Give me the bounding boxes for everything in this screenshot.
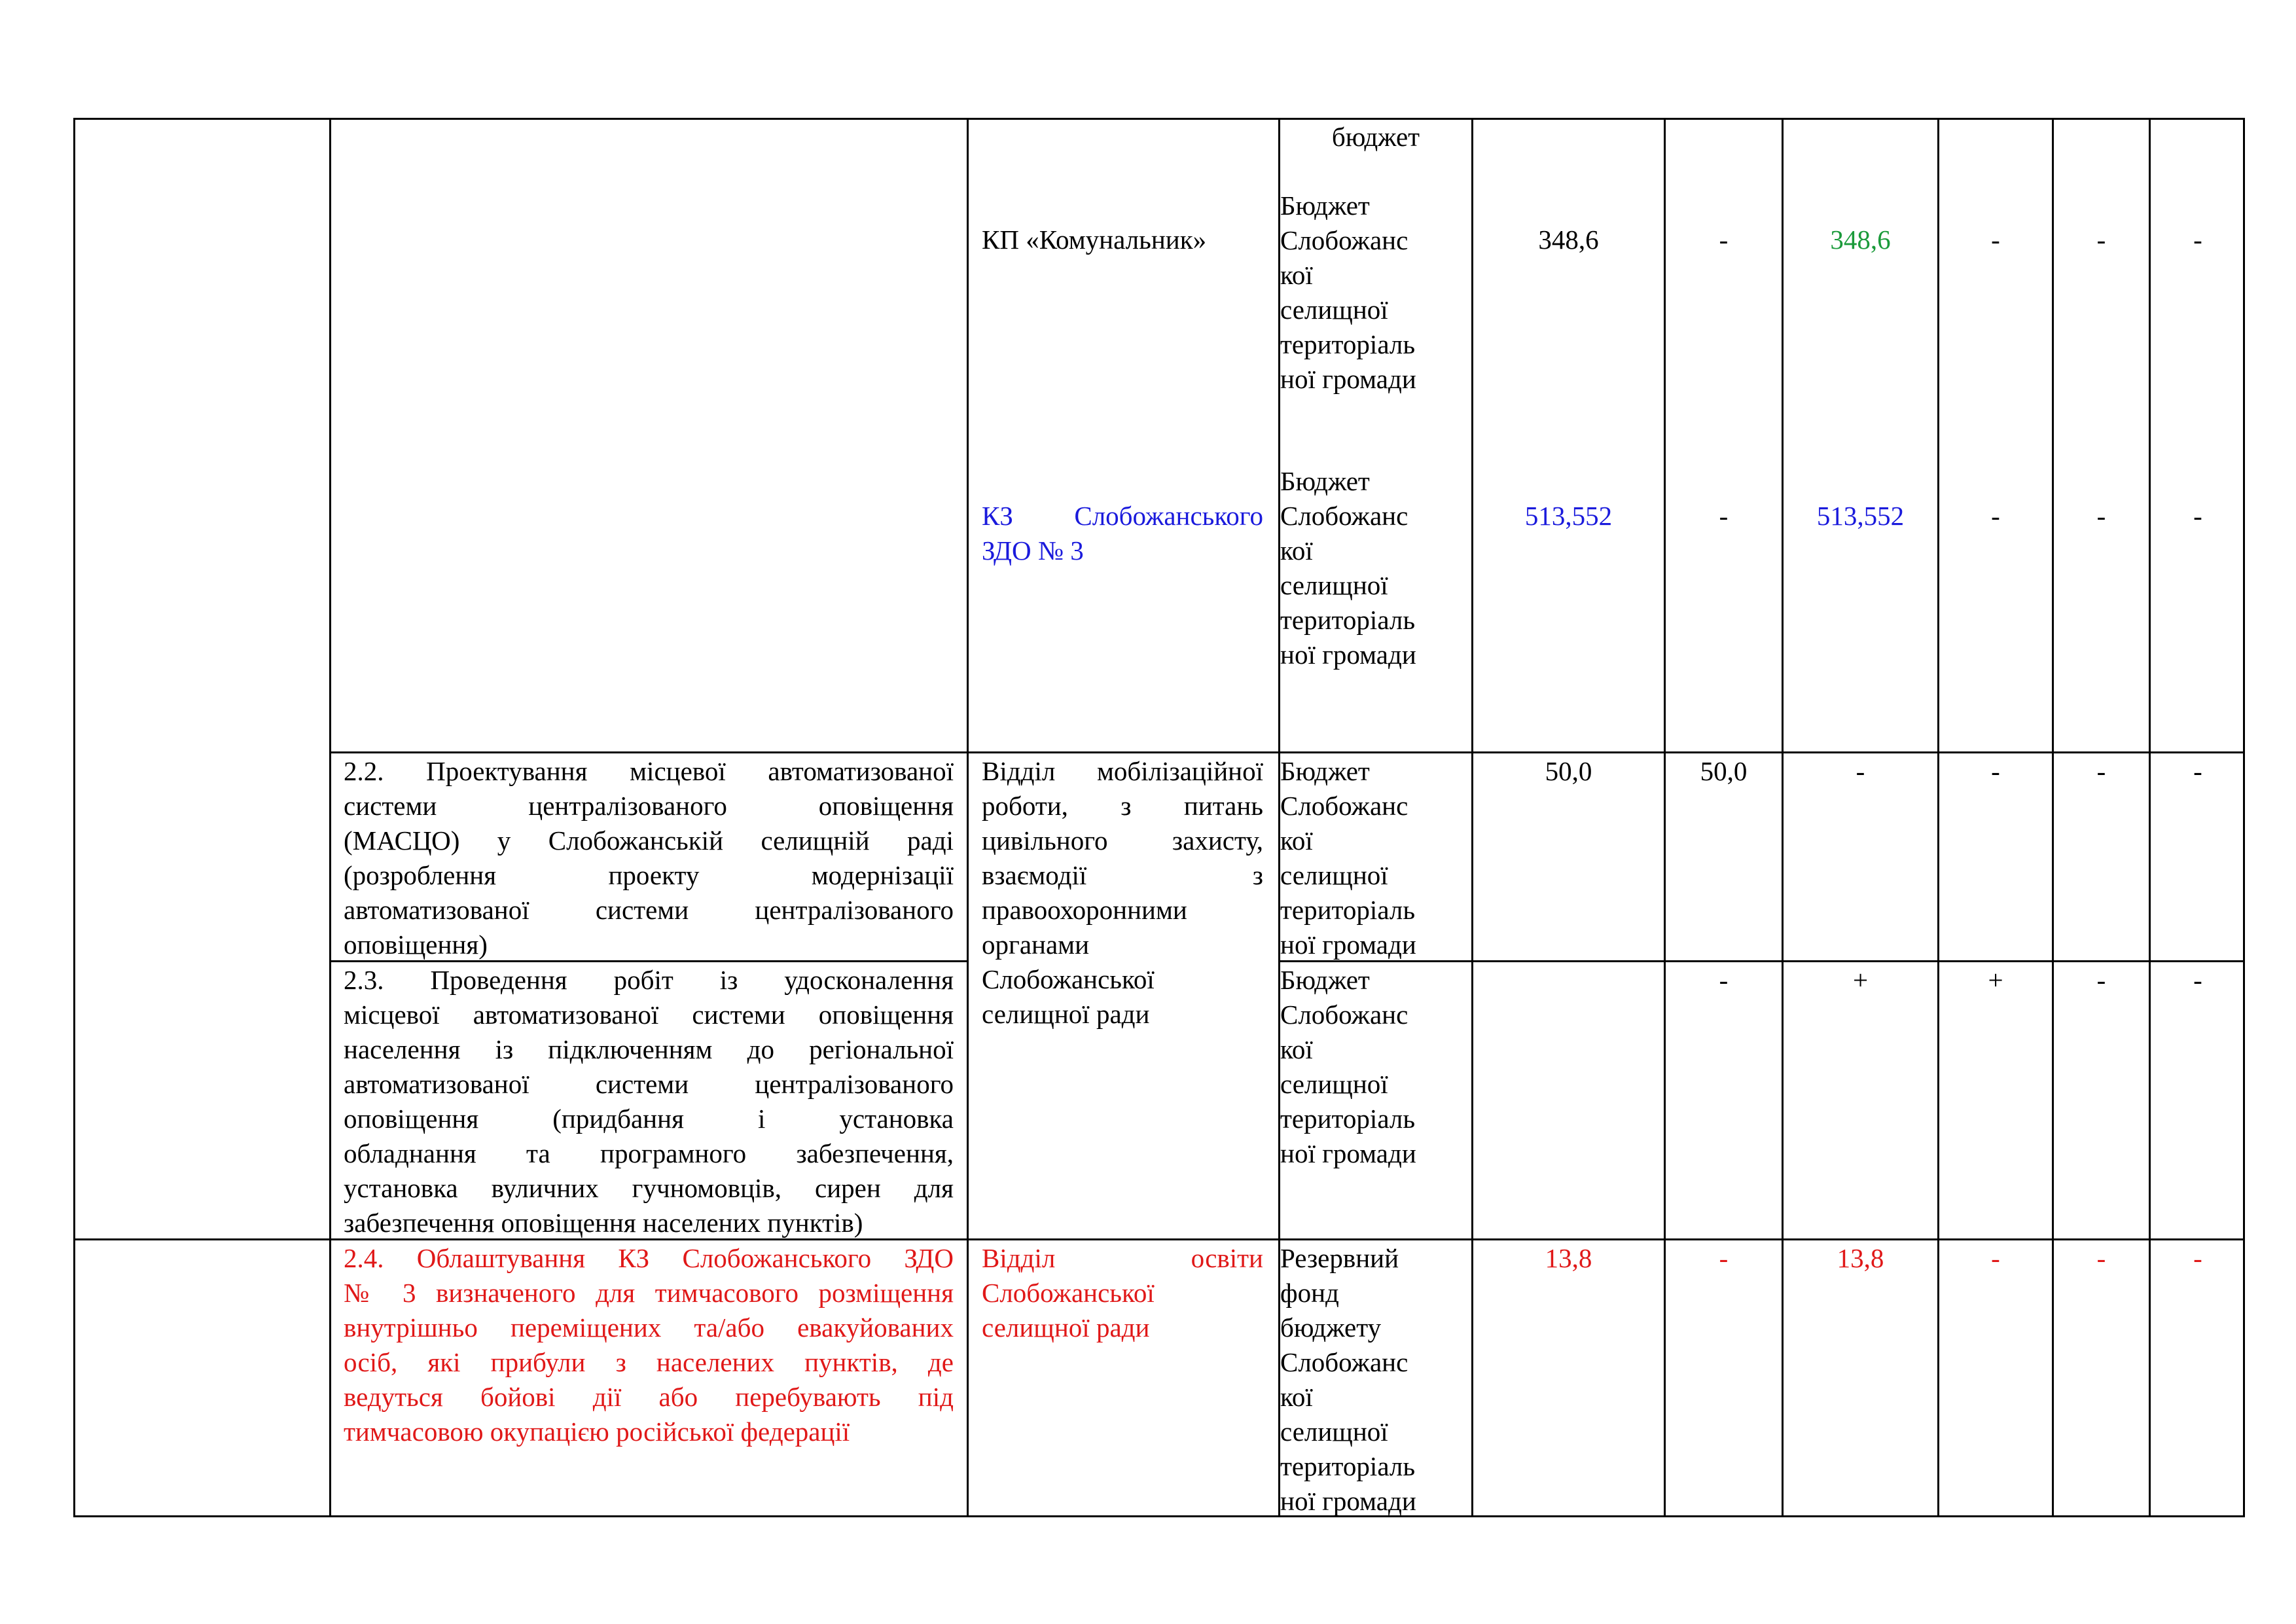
year4-value: - — [2096, 1243, 2106, 1273]
year3-value: + — [1988, 965, 2003, 995]
col-line — [1937, 118, 1939, 1517]
executor-cell: Відділ освіти Слобожанської селищної ради — [982, 1243, 1263, 1343]
year1-value: - — [1719, 1243, 1729, 1273]
col-line — [2149, 118, 2151, 1517]
task-cell: 2.3. Проведення робіт із удосконалення місцевої автоматизованої системи оповіщення населення із підключенням до регіональної автоматизованої системи централізованого оповіщення (придбання і установка обладнання та програмного забезпечення, установка вуличних гучномовців, сирен для забезпечення оповіщення населених пунктів) — [344, 965, 954, 1238]
year2-value: + — [1852, 965, 1869, 995]
executor-cell: КЗ Слобожанського ЗДО № 3 — [982, 501, 1263, 566]
budget-cell: Бюджет Слобожанс кої селищної територіаль ної громади — [1280, 756, 1416, 960]
year2-value: 513,552 — [1816, 501, 1905, 531]
year4-value: - — [2096, 501, 2106, 531]
col-line — [329, 118, 331, 1517]
col-line — [2052, 118, 2054, 1517]
col-line — [1782, 118, 1784, 1517]
year3-value: - — [1991, 756, 2000, 786]
year5-value: - — [2193, 756, 2202, 786]
budget-cell: Резервний фонд бюджету Слобожанс кої селищної територіаль ної громади — [1280, 1243, 1416, 1516]
year1-value: - — [1719, 225, 1729, 255]
year4-value: - — [2096, 225, 2106, 255]
budget-top-text: бюджет — [1331, 122, 1420, 152]
col-line — [1471, 118, 1473, 1517]
year2-value: 348,6 — [1830, 225, 1891, 255]
year4-value: - — [2096, 756, 2106, 786]
year5-value: - — [2193, 225, 2202, 255]
year2-value: 13,8 — [1837, 1243, 1884, 1273]
task-cell: 2.2. Проектування місцевої автоматизованої системи централізованого оповіщення (МАСЦО) у Слобожанській селищній раді (розроблення проекту модернізації автоматизованої системи централізованого оповіщення) — [344, 756, 954, 960]
total-value: 50,0 — [1545, 756, 1592, 786]
budget-cell: Бюджет Слобожанс кої селищної територіаль ної громади — [1280, 190, 1416, 394]
col-line — [1664, 118, 1666, 1517]
year2-value: - — [1856, 756, 1865, 786]
year1-value: 50,0 — [1700, 756, 1748, 786]
total-value: 13,8 — [1545, 1243, 1592, 1273]
executor-cell: КП «Комунальник» — [982, 225, 1207, 255]
task-cell: 2.4. Облаштування КЗ Слобожанського ЗДО № 3 визначеного для тимчасового розміщення внутрішньо переміщених та/або евакуйованих осіб, які прибули з населених пунктів, де ведуться бойові дії або перебувають під тимчасовою окупацією російської федерації — [344, 1243, 954, 1447]
total-value: 348,6 — [1538, 225, 1599, 255]
budget-cell: Бюджет Слобожанс кої селищної територіаль ної громади — [1280, 965, 1416, 1168]
year4-value: - — [2096, 965, 2106, 995]
budget-cell: Бюджет Слобожанс кої селищної територіаль ної громади — [1280, 466, 1416, 670]
row-line — [329, 751, 2245, 753]
year1-value: - — [1719, 501, 1729, 531]
year3-value: - — [1991, 1243, 2000, 1273]
year3-value: - — [1991, 225, 2000, 255]
year5-value: - — [2193, 965, 2202, 995]
year5-value: - — [2193, 501, 2202, 531]
executor-cell: Відділ мобілізаційної роботи, з питань цивільного захисту, взаємодії з правоохоронними органами Слобожанської селищної ради — [982, 756, 1263, 1029]
total-value: 513,552 — [1524, 501, 1613, 531]
year5-value: - — [2193, 1243, 2202, 1273]
col-line — [967, 118, 969, 1517]
year3-value: - — [1991, 501, 2000, 531]
year1-value: - — [1719, 965, 1729, 995]
